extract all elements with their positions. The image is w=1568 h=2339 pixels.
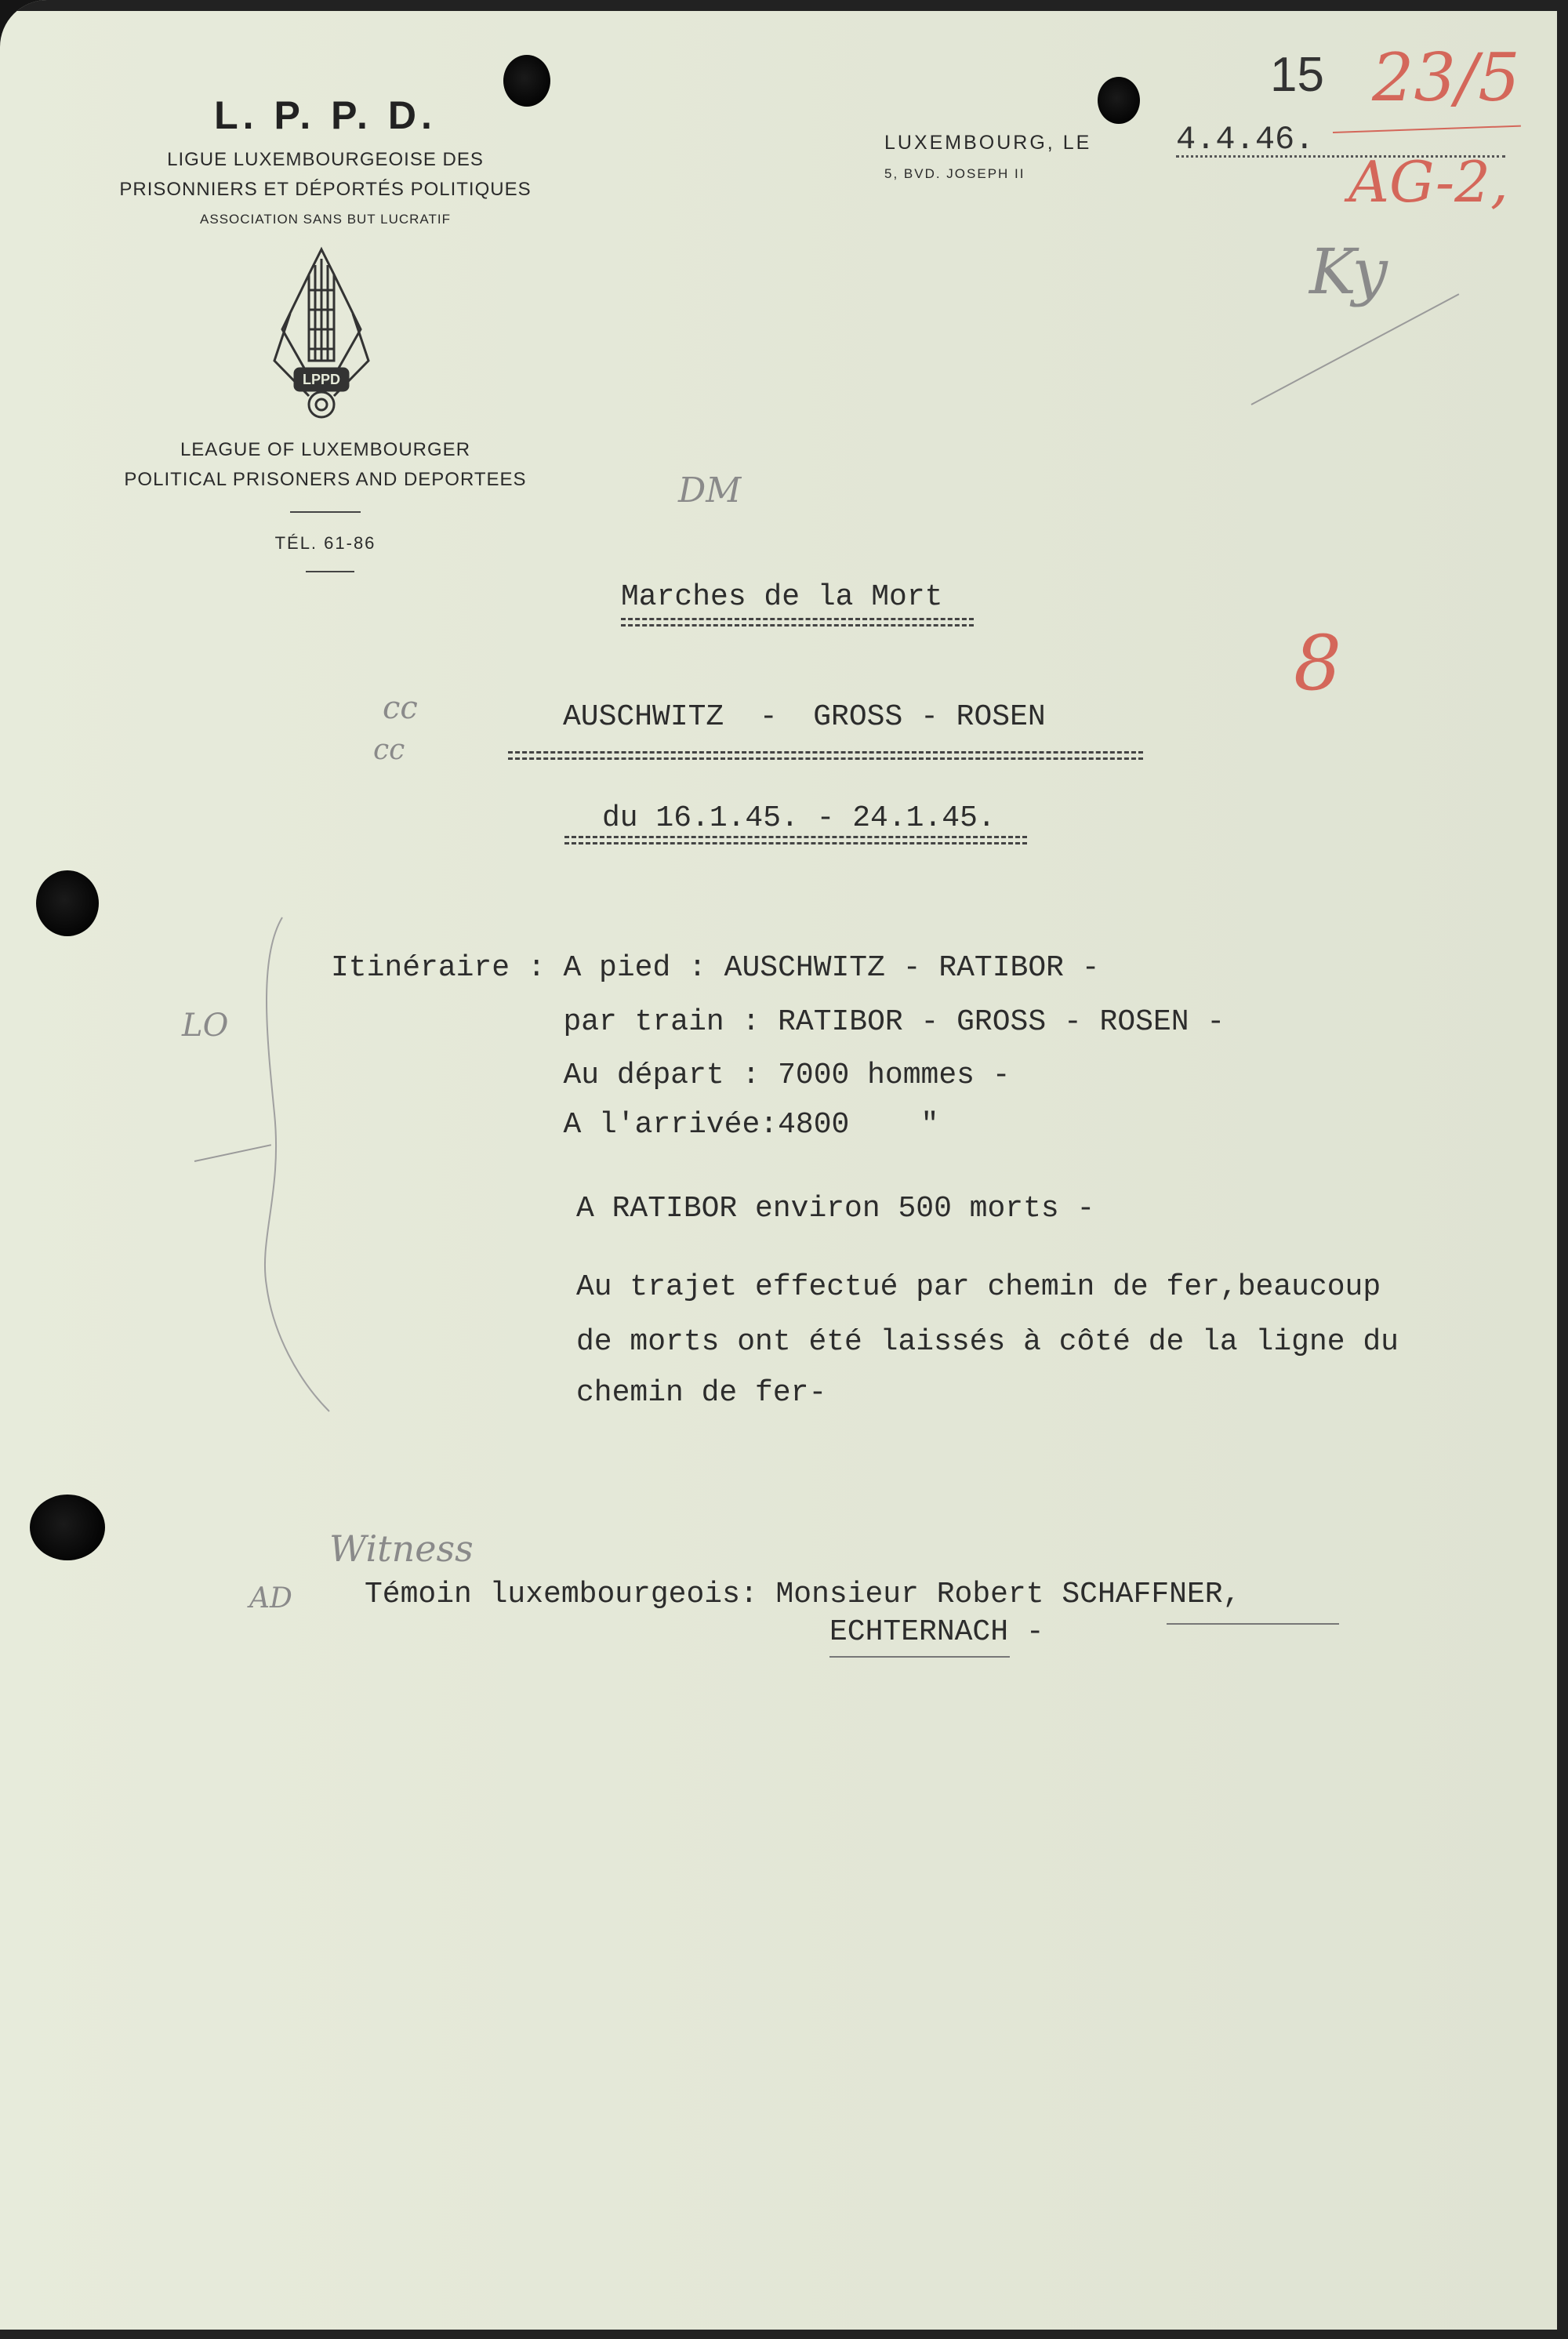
scan-edge-top (0, 0, 1568, 11)
place-label: LUXEMBOURG, LE (884, 132, 1092, 154)
telephone-underline (306, 571, 354, 572)
scan-edge-right (1557, 0, 1568, 2339)
punch-hole-middle (36, 870, 99, 936)
paragraph-line-2: de morts ont été laissés à côté de la ligne du (576, 1325, 1399, 1359)
paragraph-line-1: Au trajet effectué par chemin de fer,beaucoup (576, 1270, 1381, 1304)
pencil-dm: DM (678, 470, 742, 510)
dates-underline-1 (564, 836, 1027, 838)
witness-line-2: ECHTERNACH - (829, 1615, 1044, 1649)
pencil-ad: AD (249, 1582, 292, 1614)
letterhead-divider (290, 511, 361, 513)
title-underline-1 (621, 618, 974, 620)
march-dates: du 16.1.45. - 24.1.45. (602, 801, 996, 835)
witness-line-1: Témoin luxembourgeois: Monsieur Robert SCHAFFNER, (365, 1578, 1241, 1611)
pencil-witness: Witness (329, 1527, 474, 1570)
red-underline (1333, 125, 1521, 133)
itinerary-line-2: par train : RATIBOR - GROSS - ROSEN - (331, 1005, 1225, 1039)
title-underline-2 (621, 624, 974, 627)
pencil-bracket (251, 910, 337, 1419)
logo-label: LPPD (302, 372, 341, 387)
org-name-en-line2: POLITICAL PRISONERS AND DEPORTEES (124, 469, 527, 490)
org-abbreviation: L. P. P. D. (214, 93, 437, 137)
punch-hole-top-right (1098, 77, 1140, 124)
pencil-lo: LO (182, 1008, 229, 1044)
itinerary-line-1: Itinéraire : A pied : AUSCHWITZ - RATIBOR - (331, 951, 1100, 985)
pencil-cc-1: cc (383, 690, 418, 726)
red-reference: 23/5 (1372, 39, 1520, 116)
route-title: AUSCHWITZ - GROSS - ROSEN (563, 700, 1046, 734)
pencil-cc-2: cc (373, 734, 405, 766)
route-underline-2 (508, 757, 1143, 760)
letter-date: 4.4.46. (1176, 121, 1315, 158)
red-eight: 8 (1294, 619, 1342, 707)
org-address: 5, BVD. JOSEPH II (884, 166, 1025, 181)
itinerary-line-4: A l'arrivée:4800 " (331, 1108, 939, 1142)
pencil-initials: Ky (1309, 235, 1388, 308)
pencil-stroke (1251, 293, 1460, 405)
org-name-fr-line1: LIGUE LUXEMBOURGEOISE DES (167, 149, 484, 170)
witness-underline (829, 1656, 1010, 1658)
name-underline (1167, 1623, 1339, 1625)
punch-hole-lower (30, 1495, 105, 1560)
route-underline-1 (508, 751, 1143, 754)
itinerary-line-3: Au départ : 7000 hommes - (331, 1059, 1011, 1092)
org-association: ASSOCIATION SANS BUT LUCRATIF (200, 212, 451, 227)
org-telephone: TÉL. 61-86 (274, 533, 376, 553)
scan-edge-bottom (0, 2330, 1568, 2339)
dates-underline-2 (564, 842, 1027, 844)
paragraph-line-3: chemin de fer- (576, 1376, 827, 1410)
lppd-logo-emblem (267, 243, 376, 423)
stamp-number: 15 (1270, 48, 1324, 102)
document-title: Marches de la Mort (621, 580, 943, 614)
org-name-en-line1: LEAGUE OF LUXEMBOURGER (180, 439, 471, 460)
org-name-fr-line2: PRISONNIERS ET DÉPORTÉS POLITIQUES (119, 179, 532, 200)
ratibor-deaths: A RATIBOR environ 500 morts - (576, 1192, 1095, 1226)
red-code: AG-2, (1348, 149, 1508, 215)
